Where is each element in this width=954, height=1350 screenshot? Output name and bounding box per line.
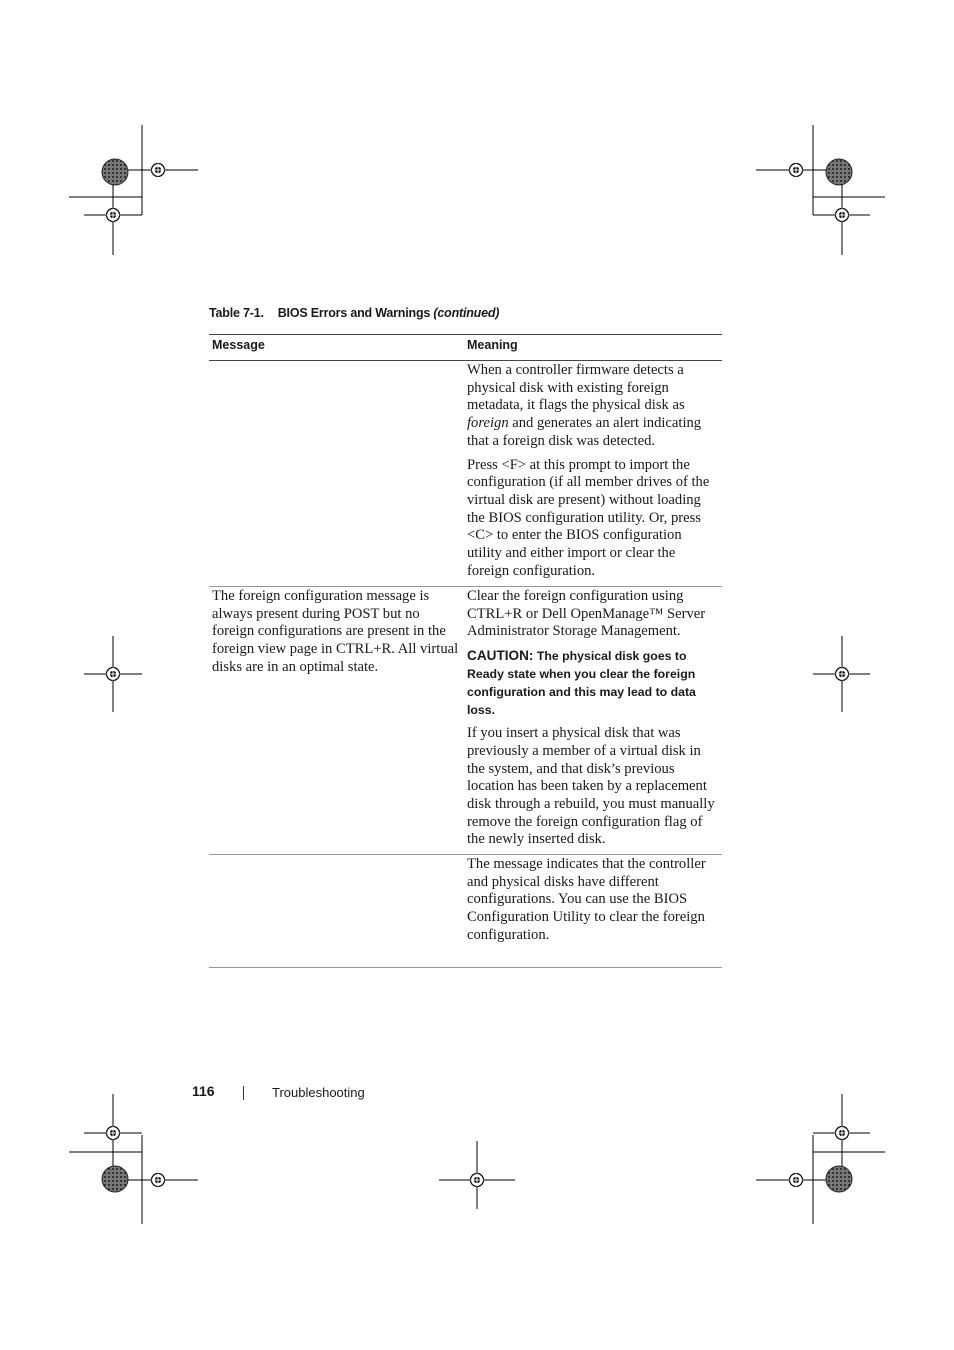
header-rule (209, 360, 722, 361)
caution-note (467, 647, 719, 719)
row1-meaning-para1: When a controller firmware detects a physical disk with existing foreign metadata, it flags the physical disk as foreign and generates an alert indicating that a foreign disk was detected. (467, 362, 702, 449)
row3-meaning-para1: The message indicates that the controller and physical disks have different configurations. You can use the BIOS Configuration Utility to clear the foreign configuration. (467, 856, 706, 943)
column-header-message: Message (212, 338, 265, 352)
table-caption (209, 306, 499, 320)
caution-text: The physical disk goes to Ready state when you clear the foreign configuration and this may lead to data loss. (467, 649, 696, 718)
table-bottom-rule (209, 967, 722, 968)
row2-meaning-para1: Clear the foreign configuration using CTRL+R or Dell OpenManage™ Server Administrator Storage Management. (467, 588, 706, 640)
row1-meaning (467, 362, 719, 586)
caption-number: Table 7-1. (209, 306, 264, 320)
footer-divider (243, 1086, 244, 1100)
table-top-rule (209, 334, 722, 335)
emphasis-foreign: foreign (467, 415, 509, 432)
section-title: Troubleshooting (272, 1085, 365, 1100)
row2-meaning-para2: If you insert a physical disk that was previously a member of a virtual disk in the system, and that disk’s previous location has been taken by a replacement disk through a rebuild, you must manually remove the foreign configuration flag of the newly inserted disk. (467, 725, 715, 848)
column-header-meaning: Meaning (467, 338, 518, 352)
row1-meaning-para2: Press <F> at this prompt to import the configuration (if all member drives of the virtual disk are present) without loading the BIOS configuration utility. Or, press <C> to enter the BIOS configuration utility and either import or clear the foreign configuration. (467, 456, 710, 579)
caution-label: CAUTION: (467, 648, 534, 664)
caption-note: (continued) (433, 306, 500, 320)
page-number: 116 (192, 1083, 215, 1099)
row3-meaning (467, 856, 719, 951)
row2-meaning (467, 588, 719, 855)
caption-title: BIOS Errors and Warnings (277, 306, 431, 320)
row2-message: The foreign configuration message is always present during POST but no foreign configurations are present in the foreign view page in CTRL+R. All virtual disks are in an optimal state. (212, 588, 459, 675)
